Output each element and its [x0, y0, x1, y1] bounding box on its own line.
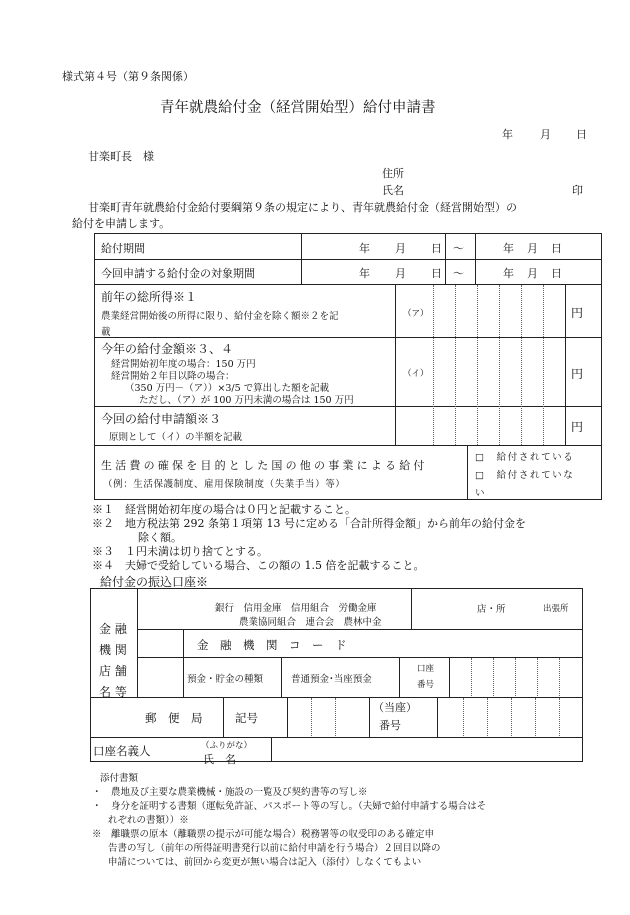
deposit-type-value[interactable]: 普通預金･当座預金: [291, 674, 372, 685]
date-year-label: 年: [502, 128, 513, 141]
deposit-type-label: 預金・貯金の種類: [187, 674, 264, 685]
attachment-3-cont: 告書の写し（前年の所得証明書発行以前に給付申請を行う場合）２回目以降の: [108, 843, 441, 854]
financial-institution-label: 金 融 機 関 店 舗 名 等: [99, 622, 127, 699]
target-start-day: 日: [431, 267, 442, 280]
this-apply-title: 今回の給付申請額※３: [101, 412, 222, 426]
tilde-sign: ～: [453, 242, 464, 255]
option-not-received-cont: い: [475, 488, 485, 499]
attachment-3: ※ 離職票の原本（離職票の提示が可能な場合）税務署等の収受印のある確定申: [92, 829, 435, 840]
number-label: 番号: [379, 719, 401, 732]
yen-unit: 円: [571, 420, 584, 434]
this-year-title: 今年の給付金額※３、４: [101, 342, 234, 356]
attachment-1: ・ 農地及び主要な農業機械・施設の一覧及び契約書等の写し※: [92, 787, 368, 798]
prev-income-note: 農業経営開始後の所得に限り、給付金を除く額※２を記: [101, 311, 339, 322]
application-table: [94, 233, 602, 500]
bank-types-line2: 農業協同組合 連合会 農林中金: [239, 617, 382, 628]
period-start-month: 月: [395, 242, 406, 255]
account-holder-label: 口座名義人: [93, 744, 151, 758]
option-not-received[interactable]: □ 給付されていな: [475, 470, 575, 481]
target-end-year: 年: [503, 267, 514, 280]
holder-name-label: 氏 名: [203, 753, 236, 766]
branch-label: 店・所: [477, 604, 506, 615]
note-2-cont: 除く額。: [138, 531, 182, 544]
period-start-day: 日: [431, 242, 442, 255]
other-benefit-note: （例：生活保護制度、雇用保険制度（失業手当）等）: [103, 479, 346, 490]
account-heading: 給付金の振込口座※: [100, 575, 209, 589]
body-text-line2: 給付を申請します。: [72, 217, 171, 230]
this-year-line4: ただし、（ア）が 100 万円未満の場合は 150 万円: [139, 395, 354, 406]
target-start-year: 年: [359, 267, 370, 280]
attachments-heading: 添付書類: [100, 773, 139, 784]
attachment-2: ・ 身分を証明する書類（運転免許証、パスポート等の写し。（夫婦で給付申請する場合はそ: [92, 801, 487, 812]
page-title: 青年就農給付金（経営開始型）給付申請書: [160, 100, 436, 116]
name-label: 氏名: [382, 184, 404, 197]
bank-types-line1: 銀行 信用金庫 信用組合 労働金庫: [215, 603, 377, 614]
date-day-label: 日: [576, 128, 587, 141]
this-year-line2: 経営開始２年目以降の場合：: [111, 371, 235, 382]
note-1: ※１ 経営開始初年度の場合は０円と記載すること。: [92, 503, 356, 516]
target-end-month: 月: [527, 267, 538, 280]
symbol-label: 記号: [235, 711, 258, 725]
yen-unit: 円: [571, 367, 584, 381]
sub-branch-label: 出張所: [543, 604, 569, 614]
account-number-label-2: 番号: [417, 680, 435, 690]
payment-period-label: 給付期間: [101, 242, 145, 255]
bank-code-label: 金 融 機 関 コ ー ド: [197, 638, 347, 652]
period-end-year: 年: [503, 242, 514, 255]
prev-income-note-cont: 載: [101, 327, 111, 338]
addressee: 甘楽町長 様: [88, 150, 154, 163]
note-3: ※３ １円未満は切り捨てとする。: [92, 545, 268, 558]
post-office-label: 郵 便 局: [145, 711, 203, 725]
mark-i: （イ）: [403, 369, 429, 379]
yen-unit: 円: [571, 306, 584, 320]
body-text-line1: 甘楽町青年就農給付金給付要綱第９条の規定により、青年就農給付金（経営開始型）の: [88, 201, 517, 214]
seal-mark: 印: [572, 184, 583, 197]
period-start-year: 年: [359, 242, 370, 255]
attachment-2-cont: れぞれの書類））※: [108, 815, 189, 826]
this-apply-note: 原則として（イ）の半額を記載: [109, 432, 243, 443]
attachment-3-cont2: 申請については、前回から変更が無い場合は記入（添付）しなくてもよい: [108, 857, 422, 868]
current-label: （当座）: [373, 701, 417, 714]
target-start-month: 月: [395, 267, 406, 280]
option-received[interactable]: □ 給付されている: [475, 452, 575, 463]
account-number-label: 口座: [417, 664, 435, 674]
form-number: 様式第４号（第９条関係）: [62, 70, 194, 83]
tilde-sign: ～: [453, 267, 464, 280]
target-period-label: 今回申請する給付金の対象期間: [101, 267, 255, 280]
prev-income-title: 前年の総所得※１: [101, 290, 198, 304]
this-year-line3: （350 万円－（ア））×3/5 で算出した額を記載: [125, 383, 330, 394]
bank-account-table: [90, 588, 583, 766]
address-label: 住所: [382, 167, 404, 180]
note-2: ※２ 地方税法第 292 条第１項第 13 号に定める「合計所得金額」から前年の給付金を: [92, 517, 526, 530]
mark-a: （ア）: [403, 309, 429, 319]
period-end-day: 日: [551, 242, 562, 255]
date-month-label: 月: [540, 128, 551, 141]
furigana-label: （ふりがな）: [201, 741, 253, 751]
target-end-day: 日: [551, 267, 562, 280]
other-benefit-title: 生活費の確保を目的とした国の他の事業による給付: [101, 459, 428, 472]
period-end-month: 月: [527, 242, 538, 255]
note-4: ※４ 夫婦で受給している場合、この額の 1.5 倍を記載すること。: [92, 559, 425, 572]
this-year-line1: 経営開始初年度の場合：150 万円: [111, 359, 256, 370]
